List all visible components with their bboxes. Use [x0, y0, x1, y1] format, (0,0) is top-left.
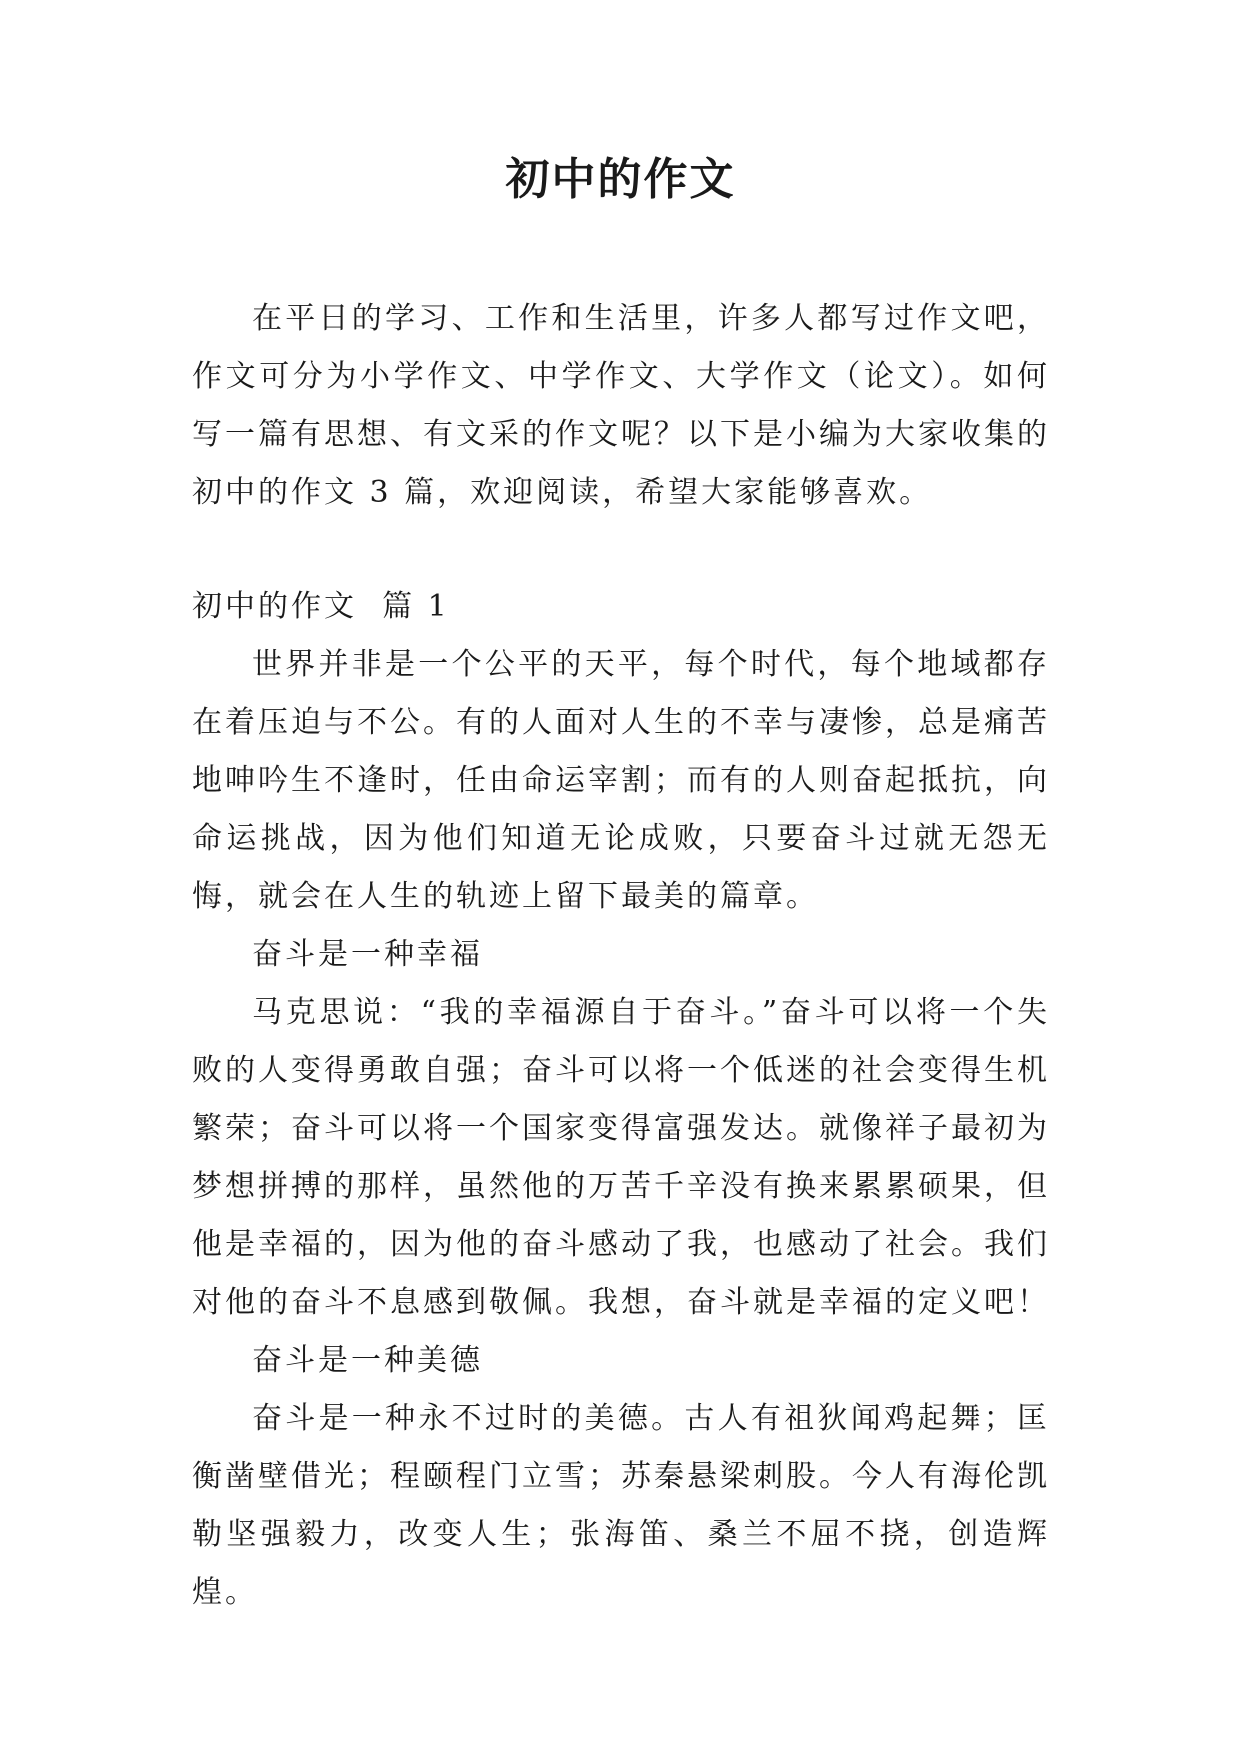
document-title: 初中的作文: [505, 154, 736, 205]
body-paragraph: 马克思说：“我的幸福源自于奋斗。”奋斗可以将一个失败的人变得勇敢自强；奋斗可以将一个低迷的社会变得生机繁荣；奋斗可以将一个国家变得富强发达。就像祥子最初为梦想拼搏的那样，虽然他的万苦千辛没有换来累累硕果，但他是幸福的，因为他的奋斗感动了我，也感动了社会。我们对他的奋斗不息感到敬佩。我想，奋斗就是幸福的定义吧！: [192, 995, 1050, 1320]
subheading-virtue: 奋斗是一种美德: [252, 1343, 483, 1378]
intro-paragraph: 在平日的学习、工作和生活里，许多人都写过作文吧，作文可分为小学作文、中学作文、大学作文（论文）。如何写一篇有思想、有文采的作文呢？以下是小编为大家收集的初中的作文 3 篇，欢迎阅读，希望大家能够喜欢。: [192, 301, 1050, 510]
section-heading: 初中的作文 篇 1: [192, 589, 450, 624]
article-block: [192, 578, 1050, 1622]
body-paragraph: 奋斗是一种永不过时的美德。古人有祖狄闻鸡起舞；匡衡凿壁借光；程颐程门立雪；苏秦悬梁刺股。今人有海伦凯勒坚强毅力，改变人生；张海笛、桑兰不屈不挠，创造辉煌。: [192, 1401, 1050, 1610]
body-paragraph: 世界并非是一个公平的天平，每个时代，每个地域都存在着压迫与不公。有的人面对人生的不幸与凄惨，总是痛苦地呻吟生不逢时，任由命运宰割；而有的人则奋起抵抗，向命运挑战，因为他们知道无论成败，只要奋斗过就无怨无悔，就会在人生的轨迹上留下最美的篇章。: [192, 647, 1050, 914]
intro-block: [192, 290, 1050, 522]
subheading-happiness: 奋斗是一种幸福: [252, 937, 483, 972]
